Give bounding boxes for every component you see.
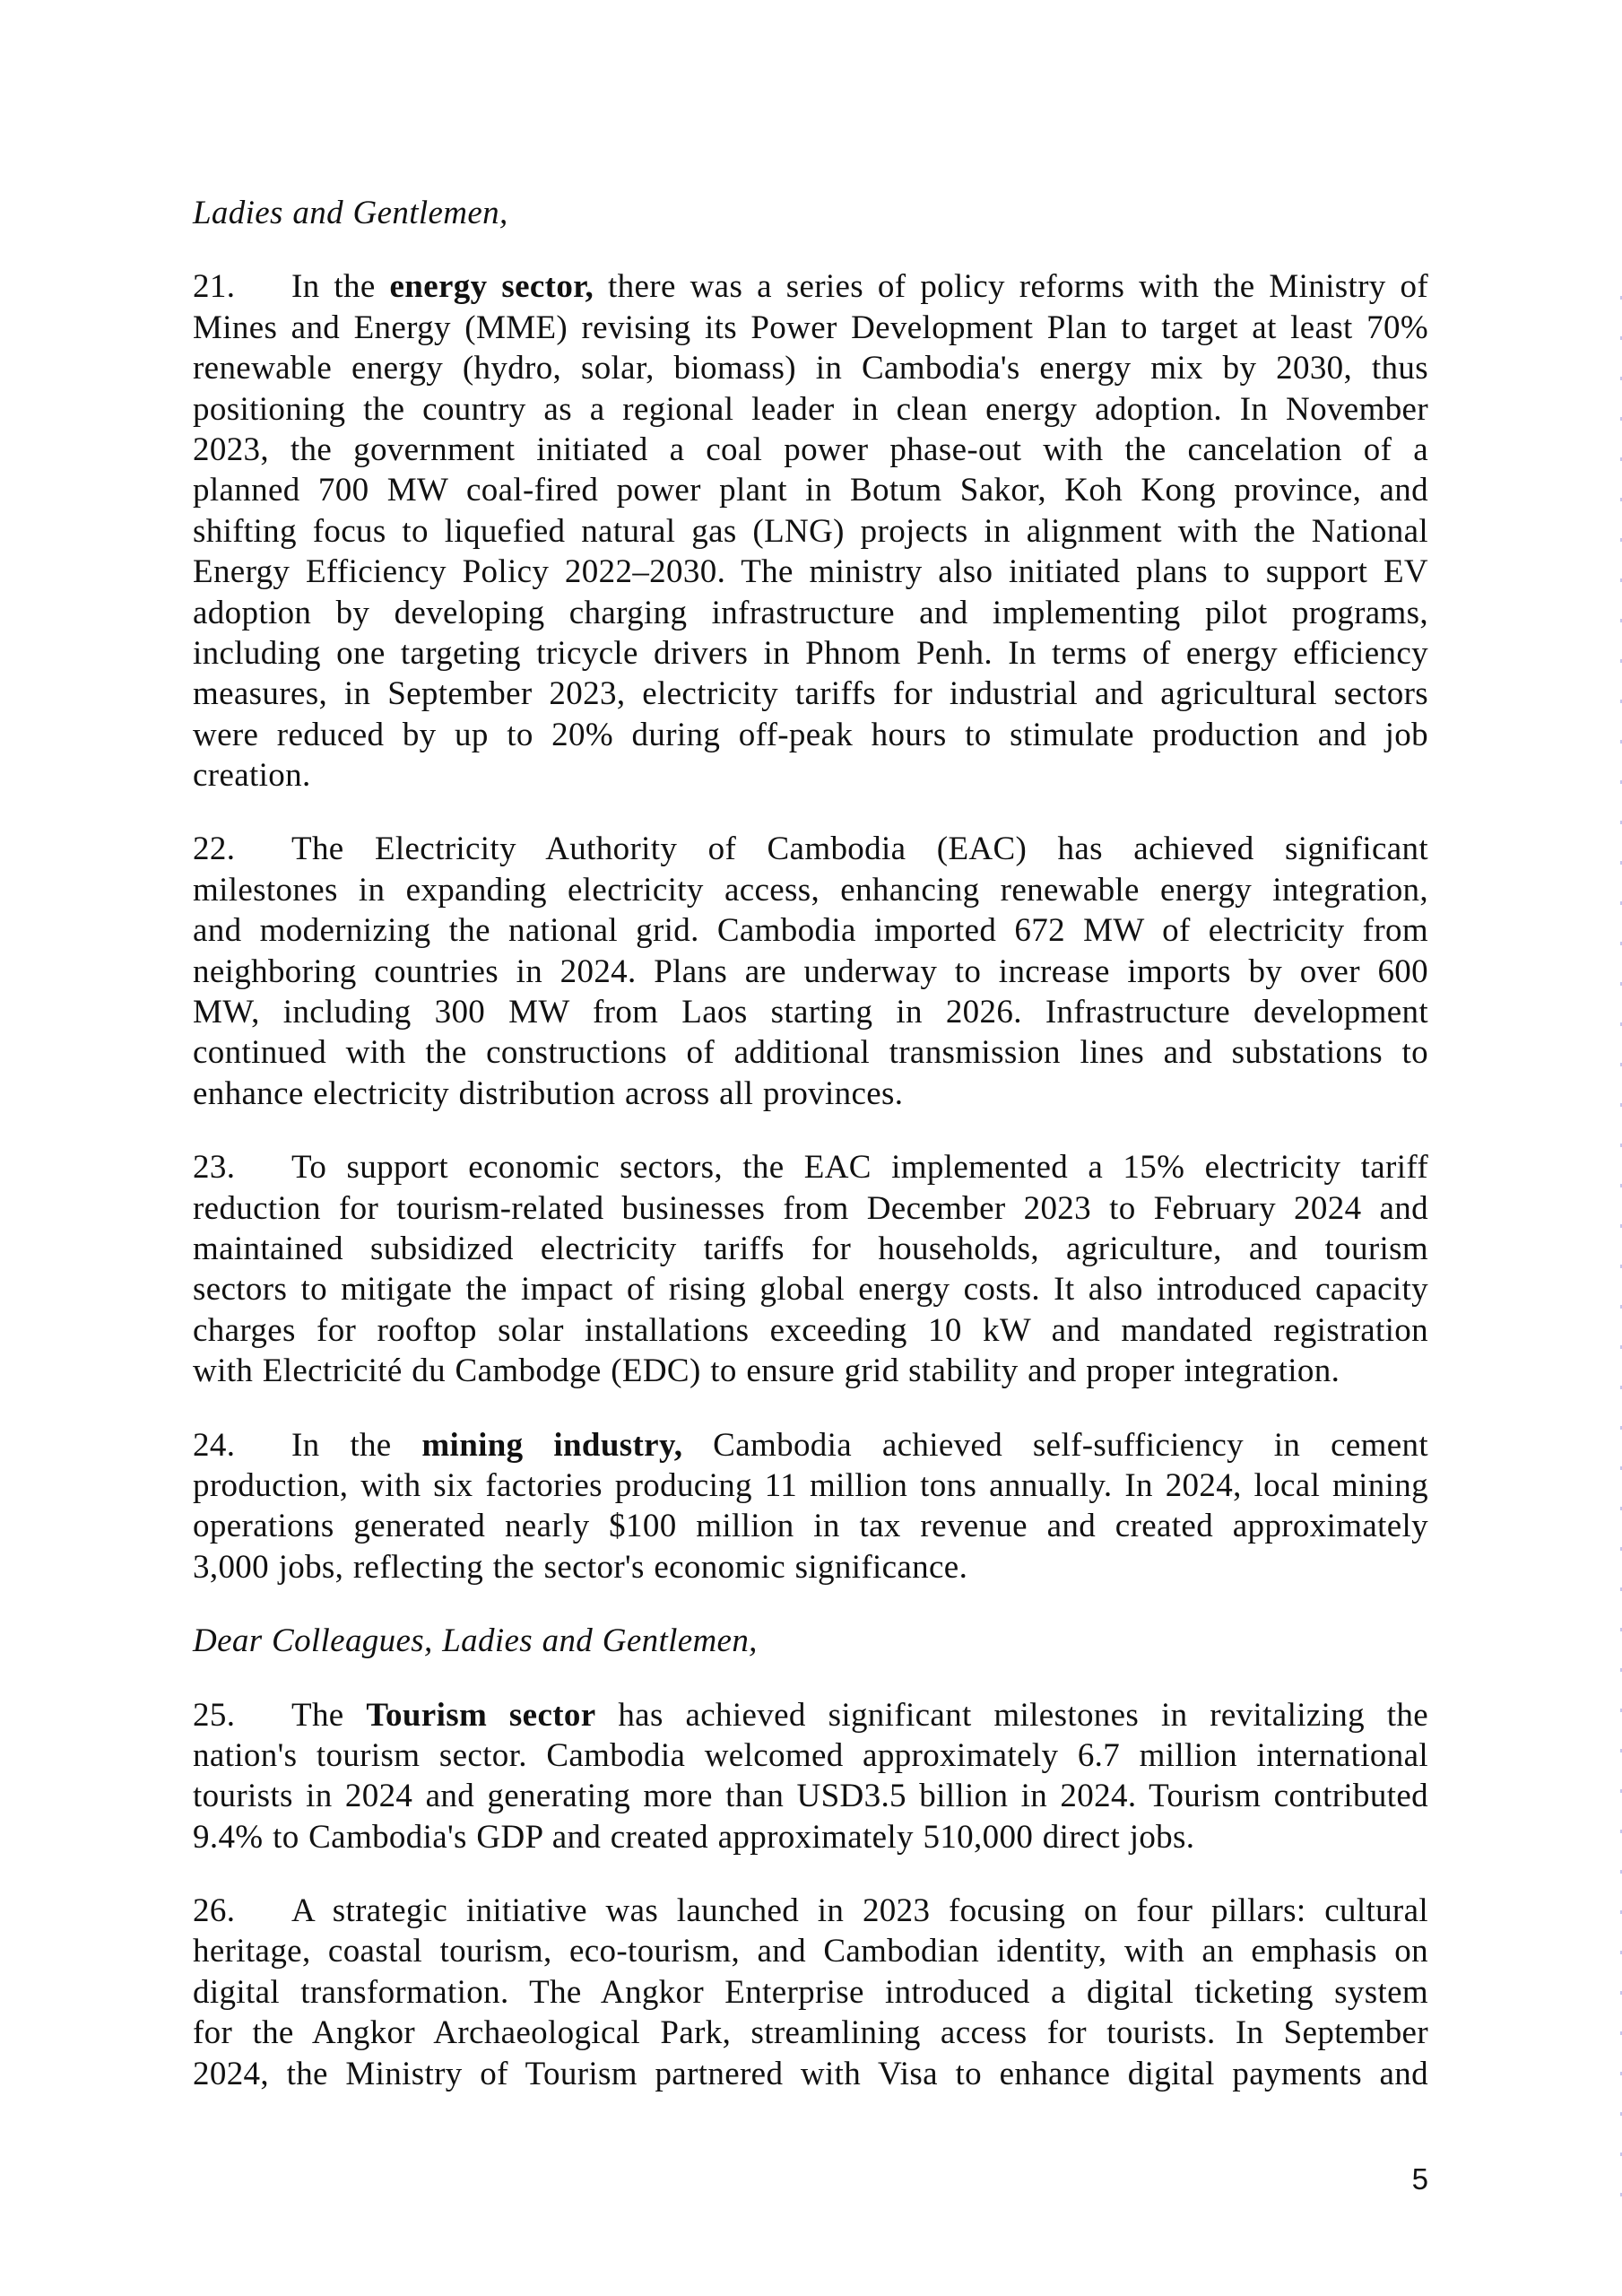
paragraph-number: 26. [193, 1892, 236, 1930]
text-run: 2024, the Ministry of Tourism partnered with Visa to enhance digital payments and [193, 2055, 1428, 2092]
text-line [193, 1032, 1428, 1073]
text-run: with Electricité du Cambodge (EDC) to ensure grid stability and proper integration. [193, 1352, 1340, 1390]
paragraph-number: 23. [193, 1149, 236, 1187]
text-run: reduction for tourism-related businesses from December 2023 to February 2024 and [193, 1189, 1428, 1227]
text-line [193, 593, 1428, 633]
text-line [193, 1465, 1428, 1506]
text-line [193, 674, 1428, 714]
text-run: continued with the constructions of additional transmission lines and substations to [193, 1034, 1428, 1072]
text-run: To support economic sectors, the EAC implemented a 15% electricity tariff [291, 1149, 1428, 1187]
text-run: 2023, the government initiated a coal power phase-out with the cancelation of a [193, 430, 1428, 468]
text-run: Cambodia achieved self-sufficiency in cement [682, 1426, 1428, 1464]
text-line [193, 552, 1428, 592]
text-line [193, 755, 1428, 796]
text-run: has achieved significant milestones in revitalizing the [595, 1696, 1428, 1734]
text-line [193, 308, 1428, 348]
paragraph-number: 24. [193, 1426, 236, 1464]
text-run: shifting focus to liquefied natural gas (LNG) projects in alignment with the National [193, 512, 1428, 550]
text-line [193, 348, 1428, 388]
text-run: adoption by developing charging infrastructure and implementing pilot programs, [193, 594, 1428, 631]
text-run: for the Angkor Archaeological Park, streamlining access for tourists. In September [193, 2014, 1428, 2052]
text-run: were reduced by up to 20% during off-peak hours to stimulate production and job [193, 716, 1428, 753]
text-line [193, 952, 1428, 992]
text-line [193, 829, 1428, 869]
text-line [193, 266, 1428, 307]
paragraph-23 [193, 1147, 1428, 1391]
text-line [193, 992, 1428, 1032]
bold-keyword: Tourism sector [366, 1696, 596, 1734]
text-run: heritage, coastal tourism, eco-tourism, and Cambodian identity, with an emphasis on [193, 1933, 1428, 1970]
text-column [193, 193, 1428, 2127]
text-line [193, 1621, 1428, 1661]
text-run: maintained subsidized electricity tariffs for households, agriculture, and tourism [193, 1230, 1428, 1267]
text-line [193, 2013, 1428, 2053]
text-run: 3,000 jobs, reflecting the sector's economic significance. [193, 1548, 968, 1586]
text-line [193, 1074, 1428, 1114]
text-line [193, 910, 1428, 951]
text-line [193, 1229, 1428, 1269]
paragraph-number: 25. [193, 1696, 236, 1734]
text-line [193, 1425, 1428, 1465]
text-run: The Electricity Authority of Cambodia (EAC) has achieved significant [291, 831, 1428, 868]
text-run: including one targeting tricycle drivers in Phnom Penh. In terms of energy efficiency [193, 634, 1428, 672]
text-run: charges for rooftop solar installations exceeding 10 kW and mandated registration [193, 1311, 1428, 1349]
text-run: and modernizing the national grid. Cambodia imported 672 MW of electricity from [193, 912, 1428, 950]
text-run: Ladies and Gentlemen, [193, 195, 508, 231]
text-line [193, 633, 1428, 674]
text-line [193, 1735, 1428, 1776]
text-line [193, 1695, 1428, 1735]
text-line [193, 1931, 1428, 1971]
text-run: creation. [193, 757, 311, 795]
paragraph-25 [193, 1695, 1428, 1858]
text-line [193, 1351, 1428, 1391]
text-line [193, 870, 1428, 910]
salutation [193, 193, 1428, 233]
text-line [193, 389, 1428, 430]
text-run: operations generated nearly $100 million in tax revenue and created approximately [193, 1508, 1428, 1545]
paragraph-24 [193, 1425, 1428, 1588]
text-line [193, 1547, 1428, 1587]
text-line [193, 430, 1428, 470]
text-run: A strategic initiative was launched in 2023 focusing on four pillars: cultural [291, 1892, 1428, 1930]
text-run: Energy Efficiency Policy 2022–2030. The ministry also initiated plans to support EV [193, 553, 1428, 591]
text-run: The [291, 1696, 367, 1734]
text-run: measures, in September 2023, electricity tariffs for industrial and agricultural sectors [193, 675, 1428, 713]
text-line [193, 1776, 1428, 1816]
text-line [193, 470, 1428, 510]
text-line [193, 1147, 1428, 1187]
text-run: renewable energy (hydro, solar, biomass) in Cambodia's energy mix by 2030, thus [193, 350, 1428, 387]
text-run: neighboring countries in 2024. Plans are underway to increase imports by over 600 [193, 952, 1428, 990]
text-run: Dear Colleagues, Ladies and Gentlemen, [193, 1622, 758, 1660]
paragraph-number: 21. [193, 268, 236, 306]
text-run: 9.4% to Cambodia's GDP and created approximately 510,000 direct jobs. [193, 1818, 1195, 1856]
salutation [193, 1621, 1428, 1661]
bold-keyword: mining industry, [421, 1426, 683, 1464]
text-run: there was a series of policy reforms with the Ministry of [594, 268, 1429, 306]
text-run: In the [291, 1426, 422, 1464]
text-line [193, 1310, 1428, 1351]
text-run: Mines and Energy (MME) revising its Power Development Plan to target at least 70% [193, 309, 1428, 346]
text-run: enhance electricity distribution across all provinces. [193, 1074, 904, 1112]
text-run: milestones in expanding electricity access, enhancing renewable energy integration, [193, 871, 1428, 909]
paragraph-22 [193, 829, 1428, 1114]
text-line [193, 1506, 1428, 1546]
text-line [193, 1891, 1428, 1931]
text-run: positioning the country as a regional leader in clean energy adoption. In November [193, 390, 1428, 428]
text-run: nation's tourism sector. Cambodia welcomed approximately 6.7 million international [193, 1736, 1428, 1774]
text-line [193, 1269, 1428, 1309]
paragraph-26 [193, 1891, 1428, 2094]
page-number: 5 [1411, 2162, 1428, 2196]
text-run: tourists in 2024 and generating more than USD3.5 billion in 2024. Tourism contributed [193, 1778, 1428, 1815]
paragraph-number: 22. [193, 831, 236, 868]
text-run: In the [291, 268, 390, 306]
text-line [193, 1972, 1428, 2013]
text-line [193, 715, 1428, 755]
paragraph-21 [193, 266, 1428, 796]
text-run: production, with six factories producing 11 million tons annually. In 2024, local mining [193, 1466, 1428, 1504]
text-line [193, 1817, 1428, 1857]
text-line [193, 2054, 1428, 2094]
text-line [193, 1188, 1428, 1229]
bold-keyword: energy sector, [389, 268, 594, 306]
text-run: digital transformation. The Angkor Enterprise introduced a digital ticketing system [193, 1973, 1428, 2011]
text-run: planned 700 MW coal-fired power plant in Botum Sakor, Koh Kong province, and [193, 472, 1428, 509]
text-line [193, 193, 1428, 233]
text-run: MW, including 300 MW from Laos starting in 2026. Infrastructure development [193, 994, 1428, 1031]
text-line [193, 511, 1428, 552]
text-run: sectors to mitigate the impact of rising global energy costs. It also introduced capacity [193, 1271, 1428, 1309]
